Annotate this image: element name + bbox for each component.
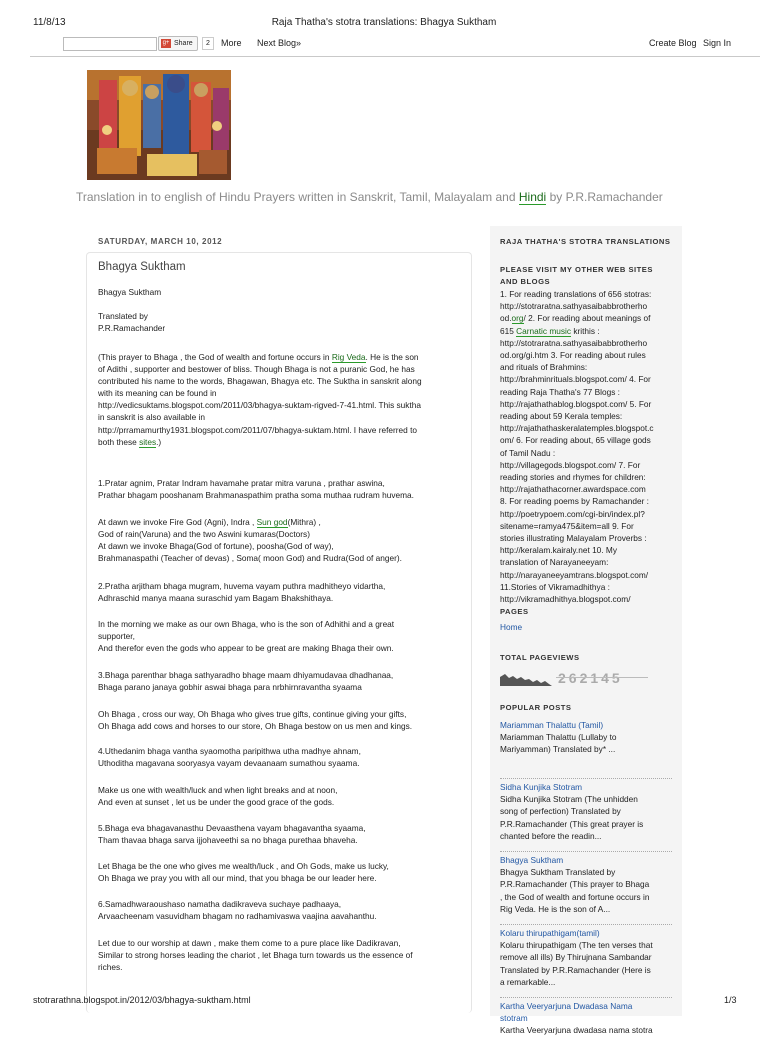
meaning-line: And even at sunset , let us be under the good grace of the gods.: [98, 797, 335, 808]
visit-line: 11.Stories of Vikramadhithya :: [500, 581, 610, 592]
visit-line: translation of Narayaneeyam:: [500, 557, 609, 568]
visit-line: of Tamil Nadu :: [500, 447, 556, 458]
meaning-line: In the morning we make as our own Bhaga, who is the son of Adhithi and a great: [98, 619, 395, 629]
popular-post: [500, 927, 674, 1000]
intro-text: (This prayer to Bhaga , the God of wealth and fortune occurs in: [98, 352, 332, 362]
visit-line: http://poetrypoem.com/cgi-bin/index.pl?: [500, 508, 645, 519]
intro-text: both these: [98, 436, 140, 447]
visit-line: and rituals of Brahmins:: [500, 362, 588, 373]
intro-line: [98, 351, 470, 363]
footer-page: 1/3: [724, 995, 737, 1005]
pageviews-value: 262145: [558, 670, 623, 686]
meaning-line: Make us one with wealth/luck and when light breaks and at noon,: [98, 785, 338, 795]
intro-paragraph: [98, 351, 470, 448]
verse-line: 1.Pratar agnim, Pratar Indram havamahe pratar mitra varuna , prathar aswina,: [98, 478, 385, 488]
org-link[interactable]: org: [511, 313, 524, 324]
post-subtitle: Bhagya Suktham: [98, 287, 162, 297]
popular-post: [500, 781, 674, 854]
meaning-line: And therefor even the gods who appear to be great are making Bhaga their own.: [98, 643, 394, 654]
verse-1: [98, 477, 414, 501]
visit-line: http://villagegods.blogspot.com/ 7. For: [500, 459, 641, 470]
popular-post-title[interactable]: Sidha Kunjika Stotram: [500, 782, 583, 792]
carnatic-music-link[interactable]: Carnatic music: [516, 325, 572, 336]
intro-text: .): [156, 436, 162, 447]
meaning-line: God of rain(Varuna) and the two Aswini kumaras(Doctors): [98, 529, 310, 540]
visit-text: od.: [500, 313, 512, 324]
popular-post-snippet: remove all ills) By Thirujnana Sambandar: [500, 952, 652, 963]
visit-line: http://rajathathacorner.awardspace.com: [500, 484, 646, 495]
header-painting: [87, 70, 231, 180]
verse-line: 5.Bhaga eva bhagavanasthu Devaasthena vayam bhagavantha syaama,: [98, 823, 366, 833]
popular-post-snippet: chanted before the readin...: [500, 830, 602, 841]
sidebar-blog-title: RAJA THATHA'S STOTRA TRANSLATIONS: [500, 237, 671, 246]
rig-veda-link[interactable]: Rig Veda: [331, 352, 366, 362]
sparkline-icon: [500, 670, 552, 686]
popular-posts-title: POPULAR POSTS: [500, 703, 572, 712]
intro-line: in sanskrit is also available in: [98, 412, 205, 423]
visit-line: http://keralam.kairaly.net 10. My: [500, 545, 617, 556]
sign-in-link[interactable]: Sign In: [703, 38, 732, 48]
verse-line: 4.Uthedanim bhaga vantha syaomotha paripithwa utha madhye ahnam,: [98, 746, 361, 756]
popular-post-snippet: Rig Veda. He is the son of A...: [500, 903, 611, 914]
visit-line: [500, 325, 674, 337]
visit-line: od.org/gi.htm 3. For reading about rules: [500, 350, 646, 361]
meaning-text: (Mithra) ,: [287, 517, 321, 527]
verse-line: Uthoditha magavana sooryasya vayam devaanaam sumathou syaama.: [98, 758, 360, 769]
share-label: Share: [174, 40, 193, 47]
create-blog-link[interactable]: Create Blog: [649, 38, 697, 48]
verse-line: Arvaacheenam vasuvidham bhagam no radhamivaswa vaajina aavahanthu.: [98, 911, 377, 922]
visit-line: 1. For reading translations of 656 stotras:: [500, 289, 652, 299]
popular-post-snippet: , the God of wealth and fortune occurs in: [500, 891, 650, 902]
popular-post-title[interactable]: Mariamman Thalattu (Tamil): [500, 720, 604, 730]
sun-god-link[interactable]: Sun god: [256, 517, 288, 527]
post-title[interactable]: Bhagya Suktham: [98, 261, 186, 273]
visit-line: http://vikramadhithya.blogspot.com/: [500, 594, 631, 605]
popular-post: [500, 1000, 674, 1037]
meaning-2: [98, 618, 394, 654]
intro-line: [98, 436, 470, 448]
blog-description: [76, 190, 663, 204]
share-count: 2: [202, 37, 214, 50]
verse-line: Tham thavaa bhaga sarva ijjohaveethi sa no bhaga purethaa bhaveha.: [98, 835, 358, 846]
translated-by: Translated by: [98, 311, 148, 321]
intro-text: . He is the son: [365, 352, 419, 362]
popular-posts-list: [500, 719, 674, 1037]
popular-post-title[interactable]: Bhagya Suktham: [500, 855, 564, 865]
meaning-3: [98, 708, 412, 732]
visit-line: [500, 312, 674, 324]
meaning-line: Oh Bhaga add cows and horses to our store, Oh Bhaga bestow on us men and kings.: [98, 721, 413, 732]
meaning-5: [98, 860, 389, 884]
intro-line: http://vedicsuktams.blogspot.com/2011/03/bhagya-suktam-rigved-7-41.html. This suktha: [98, 400, 421, 411]
verse-4: [98, 745, 361, 769]
pageviews-counter: [500, 670, 650, 686]
meaning-line: Oh Bhaga , cross our way, Oh Bhaga who gives true gifts, continue giving your gifts,: [98, 709, 407, 719]
popular-post-snippet: Kartha Veeryarjuna dwadasa nama stotra: [500, 1025, 653, 1036]
pageviews-title: TOTAL PAGEVIEWS: [500, 653, 580, 662]
verse-5: [98, 822, 366, 846]
visit-sites-title: PLEASE VISIT MY OTHER WEB SITES AND BLOGS: [500, 265, 653, 286]
visit-text: / 2. For reading about meanings of: [523, 313, 651, 324]
visit-line: http://rajathathaskeralatemples.blogspot.c: [500, 423, 654, 434]
verse-line: Bhaga parano janaya gobhir aswai bhaga para nrbhirnravantha syaama: [98, 682, 362, 693]
verse-line: Prathar bhagam pooshanam Brahmanaspathim pratha soma muthaa rudram huvema.: [98, 490, 414, 501]
visit-line: reading about 59 Kerala temples:: [500, 411, 623, 422]
verse-line: 3.Bhaga parenthar bhaga sathyaradho bhage maam dhiyamudavaa dhadhanaa,: [98, 670, 394, 680]
popular-post-title[interactable]: Kolaru thirupathigam(tamil): [500, 928, 600, 938]
description-author: by P.R.Ramachander: [546, 190, 663, 204]
print-date: 11/8/13: [33, 17, 66, 28]
navbar-divider: [30, 56, 760, 57]
intro-line: contributed his name to the words, Bhagawan, Bhagya etc. The Suktha in sanskrit along: [98, 376, 422, 387]
author-name: P.R.Ramachander: [98, 323, 166, 333]
meaning-line: Brahmanaspathi (Teacher of devas) , Soma( moon God) and Rudra(God of anger).: [98, 553, 402, 564]
visit-text: krithis :: [571, 325, 600, 336]
post-date: SATURDAY, MARCH 10, 2012: [98, 237, 223, 246]
meaning-1: [98, 516, 402, 564]
popular-divider: [500, 924, 672, 925]
visit-line: reading Raja Thatha's 77 Blogs :: [500, 386, 620, 397]
meaning-6: [98, 937, 413, 973]
more-link[interactable]: More: [221, 38, 242, 48]
visit-sites-list: [500, 288, 674, 605]
meaning-line: Let due to our worship at dawn , make them come to a pure place like Dadikravan,: [98, 938, 401, 948]
footer-url: stotrarathna.blogspot.in/2012/03/bhagya-suktham.html: [33, 995, 251, 1005]
popular-post-snippet: Sidha Kunjika Stotram (The unhidden: [500, 794, 638, 805]
meaning-line: riches.: [98, 962, 123, 973]
popular-post-snippet: Kolaru thirupathigam (The ten verses that: [500, 940, 653, 951]
verse-line: Adhraschid manya maana suraschid yam Bagam Bhakshithaya.: [98, 593, 334, 604]
popular-post-snippet: Mariamman Thalattu (Lullaby to: [500, 732, 617, 743]
verse-line: 6.Samadhwaraoushaso namatha dadikraveva suchaye padhaaya,: [98, 899, 342, 909]
search-input[interactable]: [63, 37, 157, 51]
popular-divider: [500, 851, 672, 852]
verse-2: [98, 580, 385, 604]
visit-line: http://stotraratna.sathyasaibabbrotherho: [500, 337, 648, 348]
meaning-line: [98, 516, 402, 528]
verse-line: 2.Pratha arjitham bhaga mugram, huvema vayam puthra madhitheyo vidartha,: [98, 581, 386, 591]
pages-title: PAGES: [500, 607, 529, 616]
meaning-line: Similar to strong horses leading the chariot , let Bhaga turn towards us the essence of: [98, 950, 413, 961]
visit-line: sitename=ramya475&item=all 9. For: [500, 520, 634, 531]
meaning-text: At dawn we invoke Fire God (Agni), Indra ,: [98, 517, 257, 527]
popular-post-snippet: P.R.Ramachander (This prayer to Bhaga: [500, 879, 650, 890]
popular-post-title[interactable]: Kartha Veeryarjuna Dwadasa Nama: [500, 1001, 633, 1011]
visit-text: 615: [500, 325, 517, 336]
intro-line: of Adithi , supporter and bestower of bliss. Though Bhaga is not a puranic God, he has: [98, 364, 415, 375]
popular-divider: [500, 997, 672, 998]
google-plus-icon: g+: [162, 39, 170, 46]
popular-post-snippet: Translated by P.R.Ramachander (Here is: [500, 964, 651, 975]
share-button[interactable]: [158, 36, 198, 51]
print-title: Raja Thatha's stotra translations: Bhagya Suktham: [271, 17, 497, 28]
popular-post: [500, 854, 674, 927]
description-text: Translation in to english of Hindu Prayers written in Sanskrit, Tamil, Malayalam and: [76, 190, 519, 204]
visit-line: 8. For reading poems by Ramachander :: [500, 496, 649, 507]
visit-line: http://rajathathablog.blogspot.com/ 5. For: [500, 398, 652, 409]
visit-rest: [500, 337, 674, 605]
intro-line: http://prramamurthy1931.blogspot.com/2011/07/bhagya-suktam.html. I have referred to: [98, 424, 417, 435]
sites-link[interactable]: sites: [139, 436, 157, 447]
visit-line: http://brahminrituals.blogspot.com/ 4. For: [500, 374, 651, 385]
meaning-line: Let Bhaga be the one who gives me wealth/luck , and Oh Gods, make us lucky,: [98, 861, 389, 871]
visit-line: stories illustrating Malayalam Proverbs :: [500, 533, 647, 544]
verse-6: [98, 898, 377, 922]
pages-home-link[interactable]: Home: [500, 622, 523, 632]
sidebar: [490, 226, 682, 1036]
popular-post-snippet: song of perfection) Translated by: [500, 806, 621, 817]
popular-post-title[interactable]: stotram: [500, 1013, 528, 1024]
popular-post: [500, 719, 674, 781]
popular-post-snippet: Mariyamman) Translated by* ...: [500, 744, 616, 755]
popular-post-snippet: a remarkable...: [500, 976, 556, 987]
hindi-link[interactable]: Hindi: [518, 190, 547, 204]
popular-post-snippet: P.R.Ramachander (This great prayer is: [500, 818, 644, 829]
counter-strike-line: [556, 677, 648, 678]
visit-line: http://stotraratna.sathyasaibabbrotherho: [500, 301, 648, 312]
intro-line: with its meaning can be found in: [98, 388, 217, 399]
blogger-navbar: [30, 34, 760, 54]
visit-line: reading stories and rhymes for children:: [500, 472, 646, 483]
visit-line: http://narayaneeyamtrans.blogspot.com/: [500, 569, 649, 580]
next-blog-link[interactable]: Next Blog»: [257, 38, 302, 48]
popular-divider: [500, 778, 672, 779]
meaning-line: At dawn we invoke Bhaga(God of fortune), poosha(God of way),: [98, 541, 334, 552]
verse-3: [98, 669, 393, 693]
meaning-line: supporter,: [98, 631, 135, 642]
visit-line: om/ 6. For reading about, 65 village gods: [500, 435, 651, 446]
meaning-4: [98, 784, 337, 808]
popular-post-snippet: Bhagya Suktham Translated by: [500, 867, 616, 878]
meaning-line: Oh Bhaga we pray you with all our mind, that you bhaga be our leader here.: [98, 873, 377, 884]
